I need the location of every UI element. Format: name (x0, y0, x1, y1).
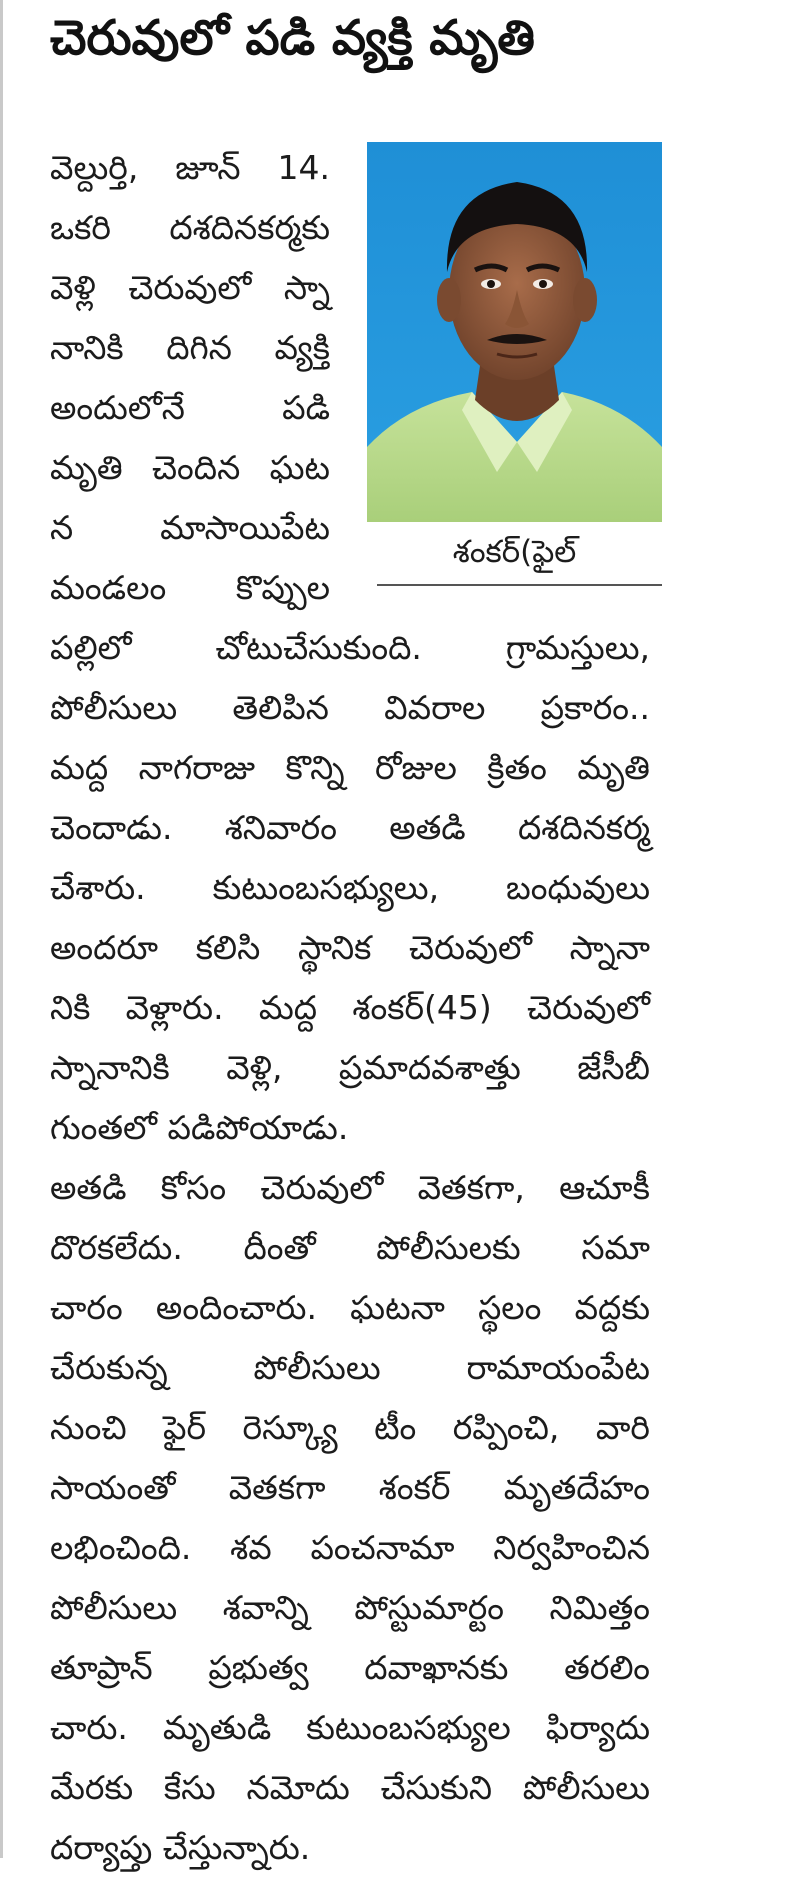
article-line: పోలీసులు తెలిపిన వివరాల ప్రకారం.. (50, 688, 650, 727)
article-line: చారు. మృతుడి కుటుంబసభ్యుల ఫిర్యాదు (50, 1708, 650, 1747)
article-line: పల్లిలో చోటుచేసుకుంది. గ్రామస్తులు, (50, 628, 650, 667)
page-border (0, 0, 3, 1858)
headline: చెరువులో పడి వ్యక్తి మృతి (50, 10, 535, 66)
article-line: నుంచి ఫైర్ రెస్క్యూ టీం రప్పించి, వారి (50, 1408, 650, 1447)
article-line: గుంతలో పడిపోయాడు. (50, 1108, 349, 1147)
article-line: చారం అందించారు. ఘటనా స్థలం వద్దకు (50, 1288, 650, 1327)
article-line: అతడి కోసం చెరువులో వెతకగా, ఆచూకీ (50, 1168, 650, 1207)
article-line: పోలీసులు శవాన్ని పోస్టుమార్టం నిమిత్తం (50, 1588, 650, 1627)
article-line: చేరుకున్న పోలీసులు రామాయంపేట (50, 1348, 650, 1387)
article-line: మద్ద నాగరాజు కొన్ని రోజుల క్రితం మృతి (50, 748, 650, 787)
article-line: నానికి దిగిన వ్యక్తి (50, 328, 330, 367)
article-line: అందులోనే పడి (50, 388, 330, 427)
article-line: దొరకలేదు. దీంతో పోలీసులకు సమా (50, 1228, 650, 1267)
article-line: తూప్రాన్ ప్రభుత్వ దవాఖానకు తరలిం (50, 1648, 650, 1687)
caption-underline (377, 584, 662, 586)
article-line: అందరూ కలిసి స్థానిక చెరువులో స్నానా (50, 928, 650, 967)
photo-caption: శంకర్(ఫైల్ (452, 534, 577, 570)
article-line: చేశారు. కుటుంబసభ్యులు, బంధువులు (50, 868, 650, 907)
article-line: మృతి చెందిన ఘట (50, 448, 330, 487)
article-line: మండలం కొప్పుల (50, 568, 330, 607)
article-line: నికి వెళ్లారు. మద్ద శంకర్(45) చెరువులో (50, 988, 650, 1027)
photo-figure (367, 142, 662, 588)
portrait-photo (367, 142, 662, 522)
article-line: న మాసాయిపేట (50, 508, 330, 547)
article-line: ఒకరి దశదినకర్మకు (50, 208, 330, 247)
article-line: సాయంతో వెతకగా శంకర్ మృతదేహం (50, 1468, 650, 1507)
article-line: దర్యాప్తు చేస్తున్నారు. (50, 1828, 311, 1867)
article-line: వెళ్లి చెరువులో స్నా (50, 268, 330, 307)
portrait-photo-icon (367, 142, 662, 522)
article-line: లభించింది. శవ పంచనామా నిర్వహించిన (50, 1528, 650, 1567)
article-line: వెల్దుర్తి, జూన్ 14. (50, 148, 330, 187)
article-line: మేరకు కేసు నమోదు చేసుకుని పోలీసులు (50, 1768, 650, 1807)
article-line: చెందాడు. శనివారం అతడి దశదినకర్మ (50, 808, 650, 847)
article-line: స్నానానికి వెళ్లి, ప్రమాదవశాత్తు జేసీబీ (50, 1048, 650, 1087)
